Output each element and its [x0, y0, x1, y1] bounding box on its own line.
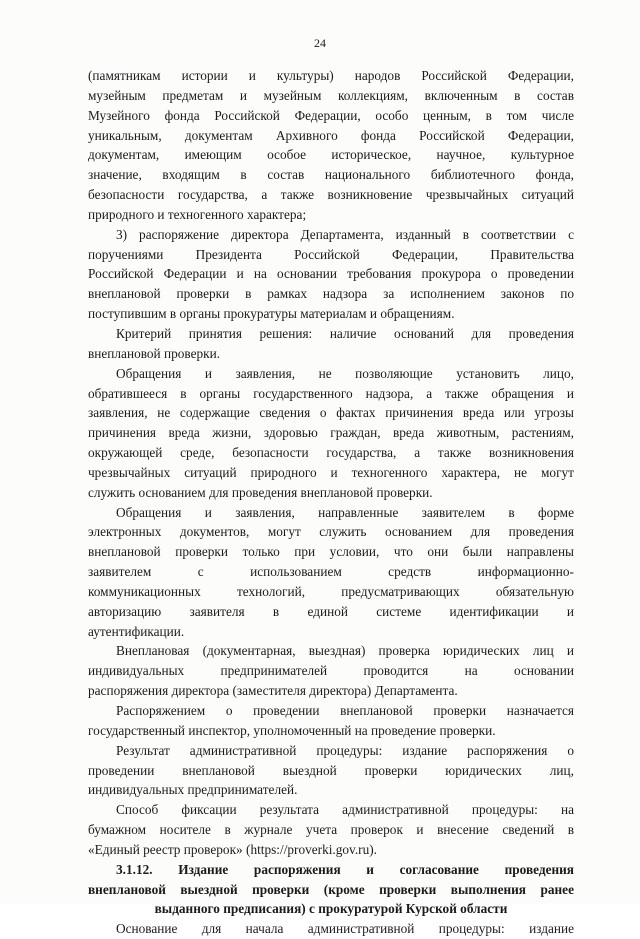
text-line: поступившим в органы прокуратуры материалам и обращениям.: [88, 306, 455, 322]
text-line: электронных документов, могут служить основанием для проведения: [88, 524, 574, 540]
text-line: внеплановой проверки в рамках надзора за исполнением законов по: [88, 286, 574, 302]
text-line: Музейного фонда Российской Федерации, особо ценным, в том числе: [88, 107, 574, 123]
text-line: значение, входящим в состав национального библиотечного фонда,: [88, 167, 574, 183]
text-line: уникальным, документам Архивного фонда Российской Федерации,: [88, 127, 574, 143]
text-line: Способ фиксации результата административной процедуры: на: [116, 802, 574, 818]
text-line: заявления, не содержащие сведения о фактах причинения вреда или угрозы: [88, 405, 574, 421]
text-line: Распоряжением о проведении внеплановой проверки назначается: [116, 703, 574, 718]
document-body: [88, 66, 574, 939]
text-line: (памятникам истории и культуры) народов Российской Федерации,: [88, 68, 574, 83]
text-line: Российской Федерации и на основании требования прокурора о проведении: [88, 266, 574, 282]
text-line: индивидуальных предпринимателей.: [88, 782, 298, 798]
text-line: государственный инспектор, уполномоченный на проведение проверки.: [88, 722, 496, 738]
text-line: музейным предметам и музейным коллекциям, включенным в состав: [88, 87, 574, 103]
text-line: коммуникационных технологий, предусматривающих обязательную: [88, 583, 574, 599]
text-line: «Единый реестр проверок» (https://proverki.gov.ru).: [88, 841, 377, 857]
text-line: авторизацию заявителя в единой системе идентификации и: [88, 603, 574, 619]
text-line: Результат административной процедуры: издание распоряжения о: [116, 742, 574, 758]
text-line: причинения вреда жизни, здоровью граждан, вреда животным, растениям,: [88, 425, 574, 441]
section-heading-line: внеплановой выездной проверки (кроме проверки выполнения ранее: [88, 881, 574, 897]
text-line: распоряжения директора (заместителя директора) Департамента.: [88, 683, 458, 699]
text-line: 3) распоряжение директора Департамента, изданный в соответствии с: [116, 226, 574, 242]
text-line: заявителем с использованием средств информационно-: [88, 564, 574, 580]
text-line: индивидуальных предпринимателей проводится на основании: [88, 663, 574, 679]
text-line: Критерий принятия решения: наличие оснований для проведения: [116, 325, 574, 341]
text-line: Внеплановая (документарная, выездная) проверка юридических лиц и: [116, 643, 574, 659]
page-number: 24: [314, 36, 326, 50]
text-line: внеплановой проверки только при условии, что они были направлены: [88, 544, 574, 560]
text-line: Обращения и заявления, направленные заявителем в форме: [116, 504, 574, 520]
text-line: природного и техногенного характера;: [88, 206, 307, 222]
text-line: Обращения и заявления, не позволяющие установить лицо,: [116, 365, 574, 381]
text-line: чрезвычайных ситуаций природного и техногенного характера, не могут: [88, 464, 574, 480]
section-heading-line: выданного предписания) с прокуратурой Курской области: [154, 901, 508, 917]
text-line: проведении внеплановой выездной проверки юридических лиц,: [88, 762, 574, 778]
text-line: внеплановой проверки.: [88, 345, 221, 361]
text-line: аутентификации.: [88, 623, 185, 639]
text-line: Основание для начала административной процедуры: издание: [116, 921, 574, 937]
text-line: безопасности государства, а также возникновение чрезвычайных ситуаций: [88, 187, 574, 203]
section-heading-line: 3.1.12. Издание распоряжения и согласование проведения: [116, 861, 574, 877]
text-line: обратившееся в органы государственного надзора, а также обращения и: [88, 385, 574, 401]
text-line: окружающей среде, безопасности государства, а также возникновения: [88, 445, 574, 461]
text-line: бумажном носителе в журнале учета проверок и внесение сведений в: [88, 822, 574, 838]
text-line: документам, имеющим особое историческое, научное, культурное: [88, 147, 574, 163]
text-line: поручениями Президента Российской Федерации, Правительства: [88, 246, 574, 262]
text-line: служить основанием для проведения внеплановой проверки.: [88, 484, 433, 500]
